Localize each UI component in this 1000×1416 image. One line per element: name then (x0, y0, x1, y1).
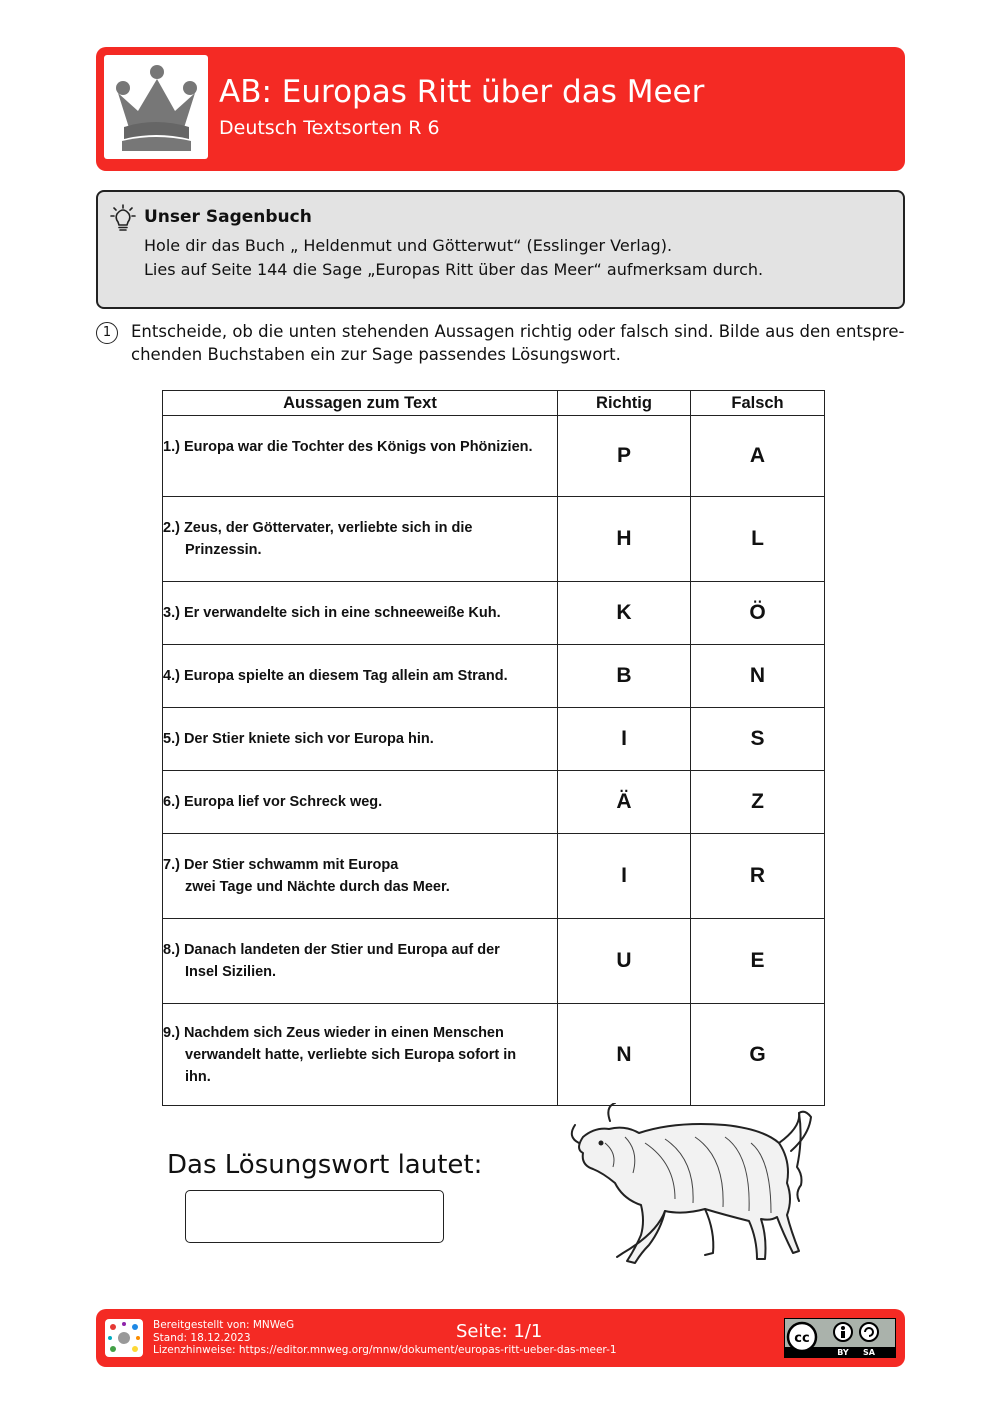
statement-line: Europa war die Tochter des Königs von Phönizien. (183, 439, 533, 455)
wrong-letter: Ö (691, 582, 825, 645)
answer-input[interactable] (185, 1190, 444, 1243)
statement-cell (163, 1004, 558, 1106)
statement-line: Der Stier schwamm mit Europa (183, 857, 399, 873)
statement-line: Nachdem sich Zeus wieder in einen Menschen (183, 1024, 504, 1041)
right-letter: Ä (558, 771, 691, 834)
document-date: Stand: 18.12.2023 (153, 1331, 251, 1344)
crown-logo (104, 55, 208, 159)
page-footer (96, 1309, 905, 1367)
statement-cell (163, 708, 558, 771)
cc-sa-label: SA (863, 1348, 875, 1357)
statements-table (162, 390, 825, 1106)
wrong-letter: R (691, 834, 825, 919)
cc-by-label: BY (837, 1348, 849, 1357)
right-letter: H (558, 497, 691, 582)
page-number: Seite: 1/1 (456, 1321, 543, 1342)
table-header-row (163, 391, 825, 416)
statement-line: zwei Tage und Nächte durch das Meer. (185, 879, 450, 895)
table-row (163, 1004, 825, 1106)
statement-line: verwandelt hatte, verliebte sich Europa sofort in (185, 1046, 517, 1063)
statement-number: 8.) (163, 942, 180, 958)
statement-number: 3.) (163, 605, 180, 621)
table-row (163, 416, 825, 497)
lightbulb-icon (110, 204, 136, 232)
footer-meta (153, 1319, 617, 1357)
info-title: Unser Sagenbuch (144, 207, 312, 227)
statement-number: 5.) (163, 731, 180, 747)
right-letter: U (558, 919, 691, 1004)
right-letter: P (558, 416, 691, 497)
statement-cell (163, 771, 558, 834)
wrong-letter: Z (691, 771, 825, 834)
table-row (163, 708, 825, 771)
table-row (163, 645, 825, 708)
wrong-letter: N (691, 645, 825, 708)
statement-line: Danach landeten der Stier und Europa auf der (183, 942, 500, 958)
statement-number: 4.) (163, 668, 180, 684)
cc-license-badge[interactable] (784, 1318, 896, 1358)
statement-line: Prinzessin. (185, 542, 262, 558)
sa-share-icon (860, 1323, 878, 1341)
right-letter: I (558, 708, 691, 771)
statement-cell (163, 582, 558, 645)
statement-cell (163, 645, 558, 708)
statement-line: Europa lief vor Schreck weg. (183, 794, 383, 810)
license-link[interactable]: Lizenzhinweise: https://editor.mnweg.org/mnw/dokument/europas-ritt-ueber-das-meer-1 (153, 1344, 617, 1356)
right-letter: K (558, 582, 691, 645)
right-letter: N (558, 1004, 691, 1106)
task-number: 1 (96, 322, 118, 344)
provided-by: Bereitgestellt von: MNWeG (153, 1319, 295, 1331)
statement-cell (163, 919, 558, 1004)
statement-number: 2.) (163, 520, 180, 536)
column-header-statement: Aussagen zum Text (163, 391, 558, 416)
wrong-letter: S (691, 708, 825, 771)
mnweg-logo-icon (105, 1319, 143, 1357)
wrong-letter: E (691, 919, 825, 1004)
info-text-line: Lies auf Seite 144 die Sage „Europas Ritt über das Meer“ aufmerksam durch. (144, 260, 764, 279)
table-row (163, 834, 825, 919)
statement-number: 1.) (163, 439, 180, 455)
statement-line: Zeus, der Göttervater, verliebte sich in die (183, 520, 473, 536)
answer-label: Das Lösungswort lautet: (167, 1150, 483, 1180)
statement-cell (163, 497, 558, 582)
page-title: AB: Europas Ritt über das Meer (219, 74, 705, 110)
statement-line: Er verwandelte sich in eine schneeweiße Kuh. (183, 605, 501, 621)
wrong-letter: G (691, 1004, 825, 1106)
wrong-letter: L (691, 497, 825, 582)
column-header-right: Richtig (558, 391, 691, 416)
statement-number: 6.) (163, 794, 180, 810)
statement-line: Der Stier kniete sich vor Europa hin. (183, 731, 434, 747)
statement-line: Insel Sizilien. (185, 964, 277, 980)
page-subtitle: Deutsch Textsorten R 6 (219, 117, 440, 139)
statement-cell (163, 416, 558, 497)
info-box (96, 190, 905, 309)
wrong-letter: A (691, 416, 825, 497)
bull-icon (565, 1103, 820, 1268)
statement-cell (163, 834, 558, 919)
table-row (163, 497, 825, 582)
table-row (163, 582, 825, 645)
statement-number: 7.) (163, 857, 180, 873)
statement-line: Europa spielte an diesem Tag allein am Strand. (183, 668, 508, 684)
cc-text: cc (794, 1331, 810, 1346)
right-letter: I (558, 834, 691, 919)
info-text-line: Hole dir das Buch „ Heldenmut und Götterwut“ (Esslinger Verlag). (144, 236, 673, 255)
column-header-wrong: Falsch (691, 391, 825, 416)
table-row (163, 771, 825, 834)
worksheet-header (96, 47, 905, 171)
crown-icon (104, 55, 208, 159)
statement-number: 9.) (163, 1024, 180, 1041)
mnweg-logo (105, 1319, 143, 1357)
task-text-line: Entscheide, ob die unten stehenden Aussagen richtig oder falsch sind. Bilde aus den entspre- (131, 322, 905, 341)
task-instructions (131, 320, 905, 366)
statement-line: ihn. (185, 1068, 211, 1085)
right-letter: B (558, 645, 691, 708)
task-text-line: chenden Buchstaben ein zur Sage passendes Lösungswort. (131, 345, 621, 364)
table-row (163, 919, 825, 1004)
